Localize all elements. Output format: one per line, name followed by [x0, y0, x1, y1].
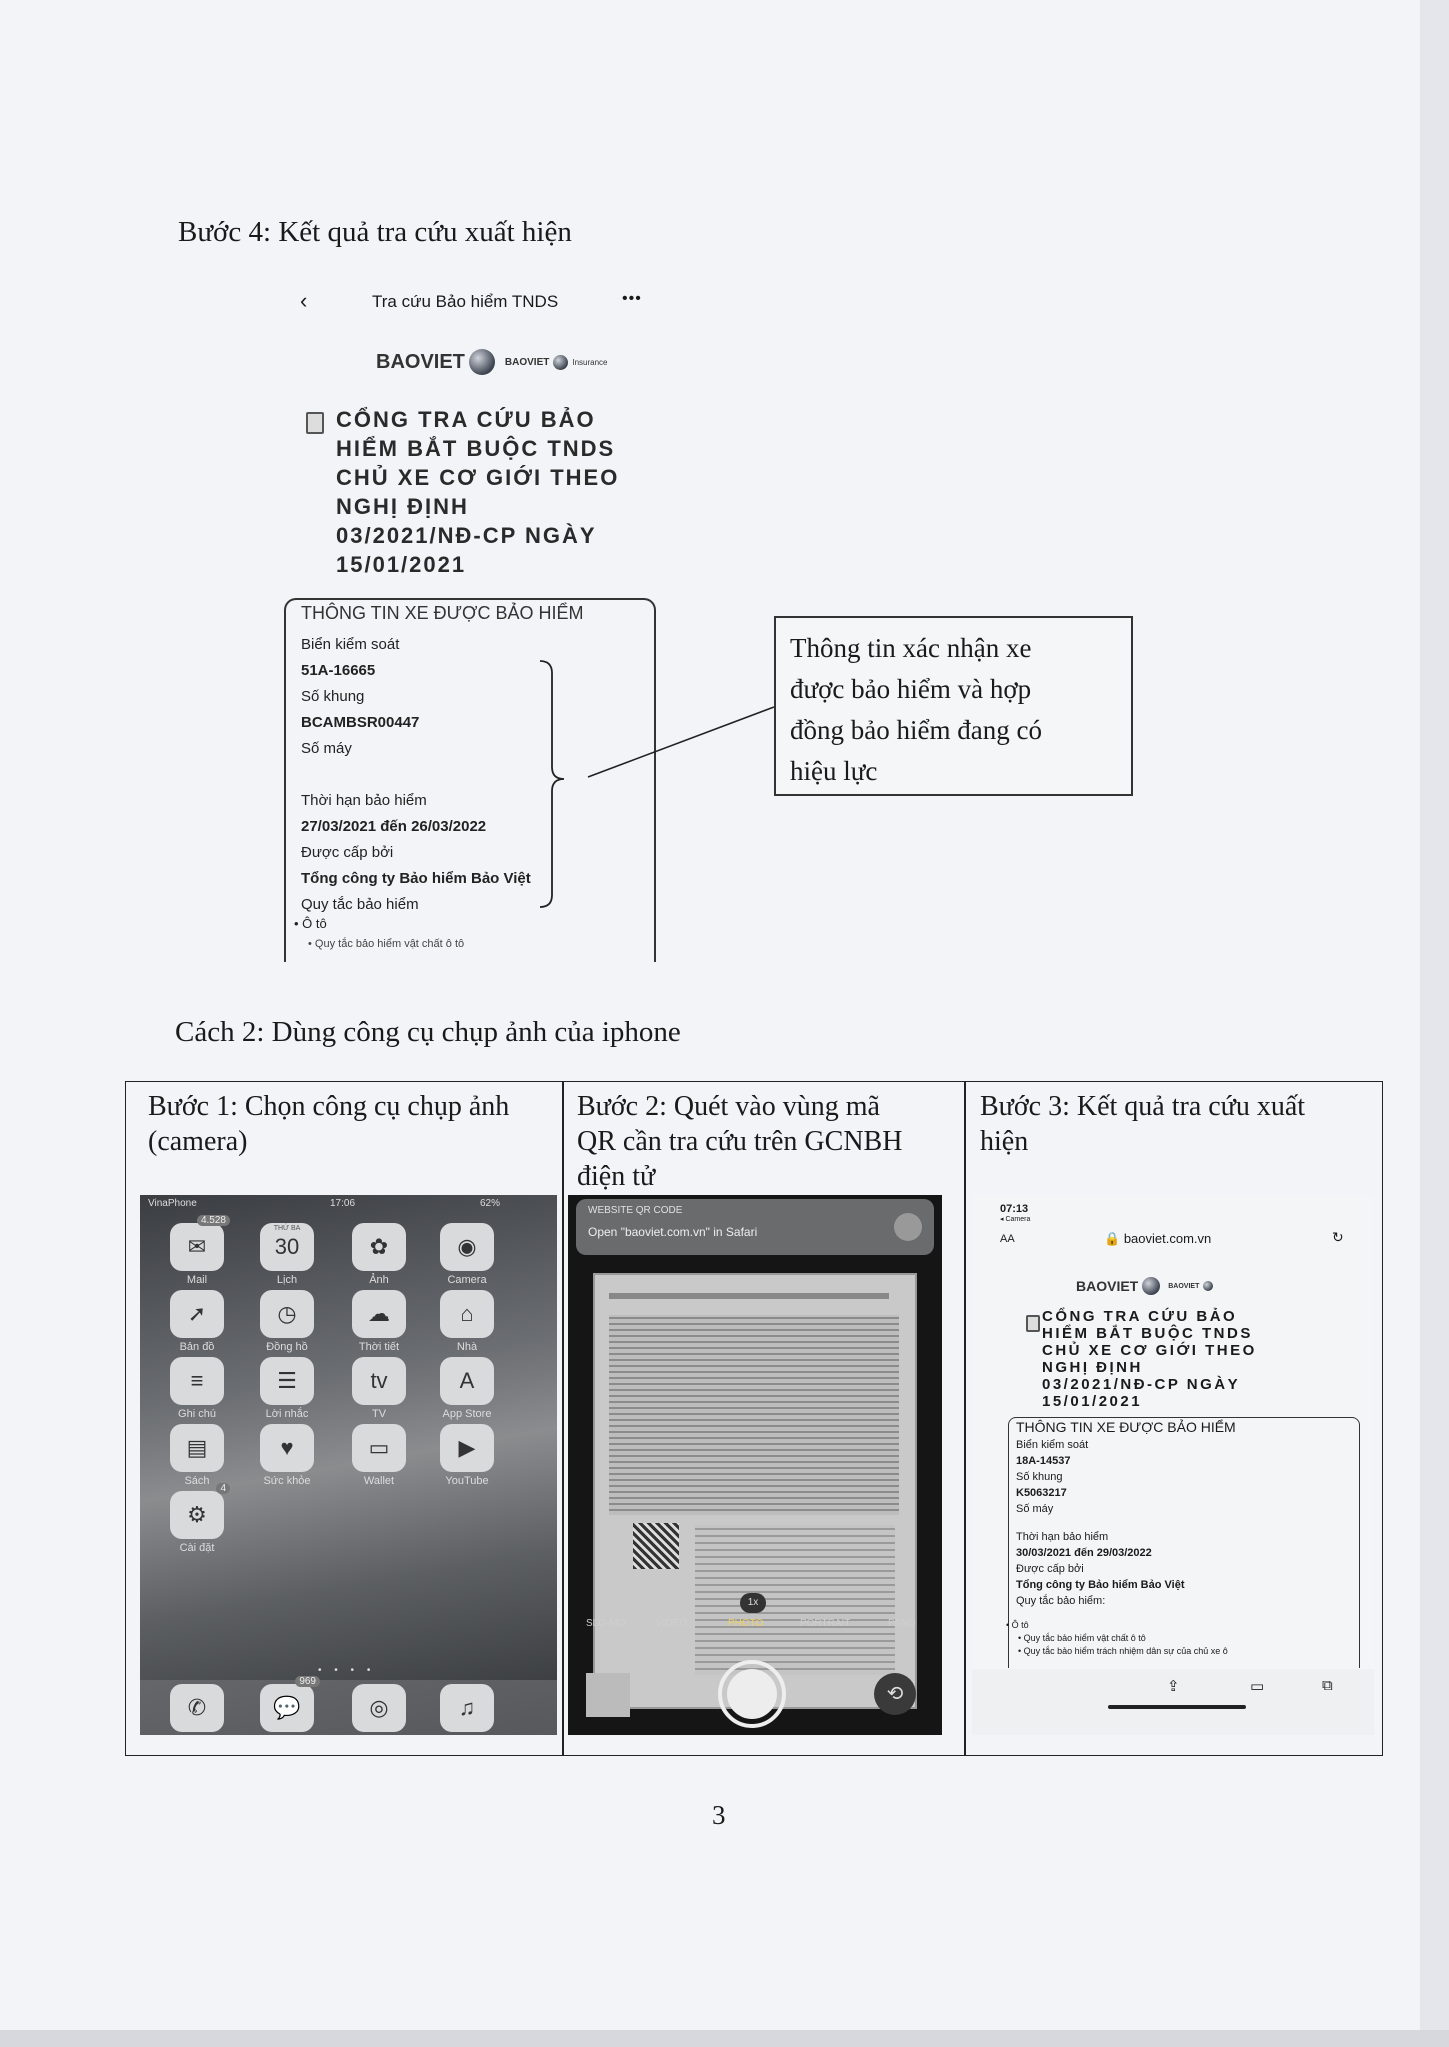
scan-edge-bottom	[0, 2030, 1449, 2047]
step3-caption: Bước 3: Kết quả tra cứu xuất hiện	[980, 1091, 1306, 1157]
app-ảnh[interactable]: ✿ Ảnh	[352, 1223, 406, 1286]
callout-box: Thông tin xác nhận xe được bảo hiểm và hợp đồng bảo hiểm đang có hiệu lực	[774, 616, 1133, 796]
safari-result-screenshot: 07:13 ◂ Camera AA 🔒 baoviet.com.vn ↻ BAOVIET BAOVIET CỔNG TRA CỨU BẢO HIỂM BẮT BUỘC TNDS CHỦ XE CƠ GIỚI THEO NGHỊ ĐỊNH 03/2021/NĐ-CP NGÀY 15/01/2021 THÔNG TIN XE ĐƯỢC BẢO HIỂM Biển kiểm soát 18A-14537 Số khung K5063217 Số máy Thời hạn bảo hiểm 30/03/2021 đến 29/03/2022 Được cấp bởi Tổng công ty Bảo hiểm Bảo Việt Quy tắc bảo hiểm: • Ô tô • Quy tắc bảo hiểm vật chất ô tô • Quy tắc bảo hiểm trách nhiệm dân sự của chủ xe ô ⇪ ▭ ⧉	[972, 1195, 1374, 1735]
switch-camera-icon[interactable]: ⟲	[874, 1673, 916, 1715]
messages-icon[interactable]: 💬 969	[260, 1684, 314, 1732]
step2-caption: Bước 2: Quét vào vùng mã QR cần tra cứu trên GCNBH điện tử	[577, 1091, 903, 1192]
step4-heading: Bước 4: Kết quả tra cứu xuất hiện	[178, 216, 572, 248]
app-bản-đồ[interactable]: ➚ Bản đồ	[170, 1290, 224, 1353]
method2-heading: Cách 2: Dùng công cụ chụp ảnh của iphone	[175, 1016, 681, 1048]
chevron-left-icon[interactable]: ‹	[300, 288, 308, 313]
app-cài-đặt[interactable]: ⚙ 4 Cài đặt	[170, 1491, 224, 1554]
tabs-icon[interactable]: ⧉	[1322, 1677, 1333, 1694]
dock	[140, 1676, 557, 1735]
app-lịch[interactable]: 30 THỨ BA Lịch	[260, 1223, 314, 1286]
status-bar: VinaPhone 17:06 62%	[148, 1198, 501, 1209]
bookmarks-icon[interactable]: ▭	[1250, 1678, 1265, 1695]
page-dots-icon: • • • •	[318, 1665, 376, 1676]
notes-icon: ≡	[170, 1357, 224, 1405]
safari-card-fields: Biển kiểm soát 18A-14537 Số khung K5063217 Số máy Thời hạn bảo hiểm 30/03/2021 đến 29/03/2022 Được cấp bởi Tổng công ty Bảo hiểm Bảo Việt Quy tắc bảo hiểm:	[1016, 1439, 1185, 1607]
app-lời-nhắc[interactable]: ☰ Lời nhắc	[260, 1357, 314, 1420]
badge: 969	[295, 1676, 320, 1687]
home-indicator	[1108, 1705, 1246, 1709]
document-icon	[1026, 1315, 1040, 1332]
shutter-button[interactable]	[718, 1660, 786, 1728]
maps-icon: ➚	[170, 1290, 224, 1338]
qr-code-icon	[633, 1523, 679, 1569]
step1-caption: Bước 1: Chọn công cụ chụp ảnh (camera)	[148, 1091, 510, 1157]
step4-nav-bar	[300, 288, 660, 318]
reload-icon[interactable]: ↻	[1332, 1229, 1344, 1245]
app-camera[interactable]: ◉ Camera	[440, 1223, 494, 1286]
health-icon: ♥	[260, 1424, 314, 1472]
globe-logo-icon	[469, 349, 495, 375]
camera-modes[interactable]: SLO-MO VIDEO PHOTO PORTRAIT PANO	[586, 1618, 916, 1629]
scan-edge	[1420, 0, 1449, 2047]
chassis-label: Số khung	[301, 688, 365, 705]
page-number: 3	[712, 1800, 726, 1830]
home-icon: ⌂	[440, 1290, 494, 1338]
issuer-label: Được cấp bởi	[301, 844, 394, 861]
step4-card-fields	[301, 632, 531, 918]
app-wallet[interactable]: ▭ Wallet	[352, 1424, 406, 1487]
rule-sub-item: • Quy tắc bảo hiểm vật chất ô tô	[308, 938, 465, 950]
step4-nav-title: Tra cứu Bảo hiểm TNDS	[372, 292, 559, 311]
ellipsis-icon[interactable]: •••	[622, 290, 642, 307]
engine-label: Số máy	[301, 740, 352, 757]
issuer-value: Tổng công ty Bảo hiểm Bảo Việt	[301, 870, 531, 887]
app-sức-khỏe[interactable]: ♥ Sức khỏe	[260, 1424, 314, 1487]
brace-connector	[530, 655, 790, 915]
period-label: Thời hạn bảo hiểm	[301, 792, 427, 809]
url-bar[interactable]: 🔒 baoviet.com.vn	[1104, 1231, 1212, 1246]
phone-icon[interactable]: ✆	[170, 1684, 224, 1732]
zoom-button[interactable]: 1x	[740, 1593, 766, 1613]
app-mail[interactable]: ✉ 4.528 Mail	[170, 1223, 224, 1286]
safari-portal-title: CỔNG TRA CỨU BẢO HIỂM BẮT BUỘC TNDS CHỦ XE CƠ GIỚI THEO NGHỊ ĐỊNH 03/2021/NĐ-CP NGÀY 15/01/2021	[1042, 1308, 1257, 1410]
steps-table	[125, 1081, 1383, 1756]
app-nhà[interactable]: ⌂ Nhà	[440, 1290, 494, 1353]
badge: 4.528	[197, 1215, 230, 1226]
share-icon[interactable]: ⇪	[1167, 1678, 1180, 1695]
photos-icon: ✿	[352, 1223, 406, 1271]
safari-toolbar	[972, 1669, 1374, 1735]
safari-icon[interactable]: ◎	[352, 1684, 406, 1732]
app-sách[interactable]: ▤ Sách	[170, 1424, 224, 1487]
settings-icon: ⚙ 4	[170, 1491, 224, 1539]
baoviet-logo-small: BAOVIET BAOVIET	[1076, 1277, 1213, 1295]
wallet-icon: ▭	[352, 1424, 406, 1472]
safari-rule-list: • Ô tô • Quy tắc bảo hiểm vật chất ô tô • Quy tắc bảo hiểm trách nhiệm dân sự của chủ xe ô	[1006, 1620, 1228, 1656]
badge: 4	[216, 1483, 230, 1494]
reminders-icon: ☰	[260, 1357, 314, 1405]
rules-label: Quy tắc bảo hiểm	[301, 896, 419, 913]
weather-icon: ☁	[352, 1290, 406, 1338]
tv-icon: tv	[352, 1357, 406, 1405]
iphone-home-screenshot	[140, 1195, 557, 1735]
camera-icon: ◉	[440, 1223, 494, 1271]
app-youtube[interactable]: ▶ YouTube	[440, 1424, 494, 1487]
rule-item: • Ô tô	[294, 916, 327, 931]
baoviet-logo: BAOVIET BAOVIET Insurance	[376, 349, 608, 375]
music-icon[interactable]: ♫	[440, 1684, 494, 1732]
period-value: 27/03/2021 đến 26/03/2022	[301, 818, 487, 835]
step4-card-title: THÔNG TIN XE ĐƯỢC BẢO HIỂM	[301, 603, 584, 623]
app-app-store[interactable]: A App Store	[440, 1357, 494, 1420]
certificate-document	[593, 1273, 917, 1709]
qr-banner[interactable]: WEBSITE QR CODE Open "baoviet.com.vn" in Safari	[576, 1199, 934, 1255]
books-icon: ▤	[170, 1424, 224, 1472]
youtube-icon: ▶	[440, 1424, 494, 1472]
mail-icon: ✉ 4.528	[170, 1223, 224, 1271]
plate-value: 51A-16665	[301, 662, 376, 679]
app-store-icon: A	[440, 1357, 494, 1405]
calendar-icon: 30 THỨ BA	[260, 1223, 314, 1271]
plate-label: Biển kiểm soát	[301, 636, 400, 653]
app-thời-tiết[interactable]: ☁ Thời tiết	[352, 1290, 406, 1353]
document-icon	[306, 412, 324, 434]
camera-scan-screenshot	[568, 1195, 942, 1735]
app-đồng-hồ[interactable]: ◷ Đồng hồ	[260, 1290, 314, 1353]
safari-icon	[894, 1213, 922, 1241]
step4-portal-title: CỔNG TRA CỨU BẢO HIỂM BẮT BUỘC TNDS CHỦ XE CƠ GIỚI THEO NGHỊ ĐỊNH 03/2021/NĐ-CP NGÀY 15/01/2021	[336, 407, 620, 577]
app-ghi-chú[interactable]: ≡ Ghi chú	[170, 1357, 224, 1420]
clock-icon: ◷	[260, 1290, 314, 1338]
app-tv[interactable]: tv TV	[352, 1357, 406, 1420]
thumbnail-preview[interactable]	[586, 1673, 630, 1717]
chassis-value: BCAMBSR00447	[301, 714, 420, 731]
